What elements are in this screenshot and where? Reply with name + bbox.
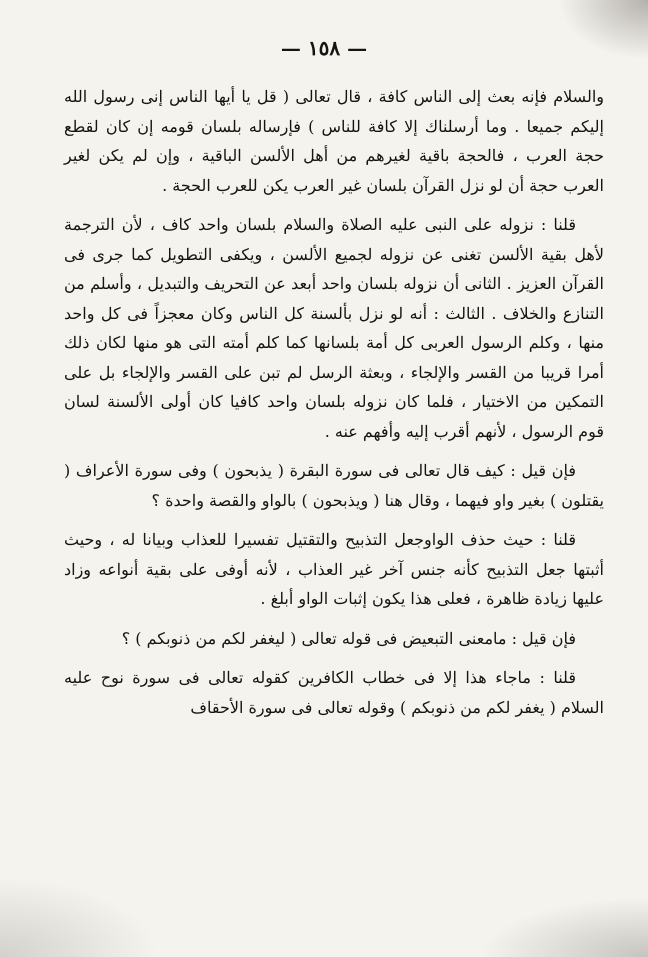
paragraph-continuation: والسلام فإنه بعث إلى الناس كافة ، قال تعالى ( قل يا أيها الناس إنى رسول الله إليكم جميعا . وما أرسلناك إلا كافة للناس ) فإرساله بلسان قومه إن كان لقطع حجة العرب ، فالحجة باقية لغيرهم من أهل الألسن الباقية ، وإن لم يكن لغير العرب حجة أن لو نزل القرآن بلسان غير العرب يكن للعرب الحجة . [64,87,604,195]
scan-shadow-bottom-right [478,897,648,957]
paragraph-answer-tabid: قلنا : ماجاء هذا إلا فى خطاب الكافرين كقوله تعالى فى سورة نوح عليه السلام ( يغفر لكم من ذنوبكم ) وقوله تعالى فى سورة الأحقاف [64,668,604,717]
page-number: — ١٥٨ — [280,36,368,60]
scan-shadow-bottom-left [0,877,160,957]
paragraph-question-tabid: فإن قيل : مامعنى التبعيض فى قوله تعالى ( ليغفر لكم من ذنوبكم ) ؟ [121,628,576,648]
paragraph-answer-waw: قلنا : حيث حذف الواوجعل التذبيح والتقتيل تفسيرا للعذاب وبيانا له ، وحيث أثبتها جعل التذبيح كأنه جنس آخر غير العذاب ، لأنه أوفى على بقية أنواعه وزاد عليها زيادة ظاهرة ، فعلى هذا يكون إثبات الواو أبلغ . [64,530,604,608]
paragraph-answer-one-language: قلنا : نزوله على النبى عليه الصلاة والسلام بلسان واحد كاف ، لأن الترجمة لأهل بقية الألسن تغنى عن نزوله لجميع الألسن ، ويكفى التطويل كما جرى فى القرآن العزيز . الثانى أن نزوله بلسان واحد أبعد عن التحريف والتبديل ، وأسلم من التنازع والخلاف . الثالث : أنه لو نزل بألسنة كل الناس وكان معجزاً فى كل واحد منها ، وكلم الرسول العربى كل أمة بلسانها كما كلم أمته التى هو منها لكان ذلك أمرا قريبا من القسر والإلجاء ، وبعثة الرسل لم تبن على القسر والإلجاء بل على التمكين من الاختيار ، فلما كان نزوله بلسان واحد كافيا كان أولى الألسنة لسان قوم الرسول ، لأنهم أقرب إليه وأفهم عنه . [64,215,604,441]
page-body [64,82,604,732]
paragraph-question-waw: فإن قيل : كيف قال تعالى فى سورة البقرة ( يذبحون ) وفى سورة الأعراف ( يقتلون ) بغير واو فيهما ، وقال هنا ( ويذبحون ) بالواو والقصة واحدة ؟ [64,461,604,510]
